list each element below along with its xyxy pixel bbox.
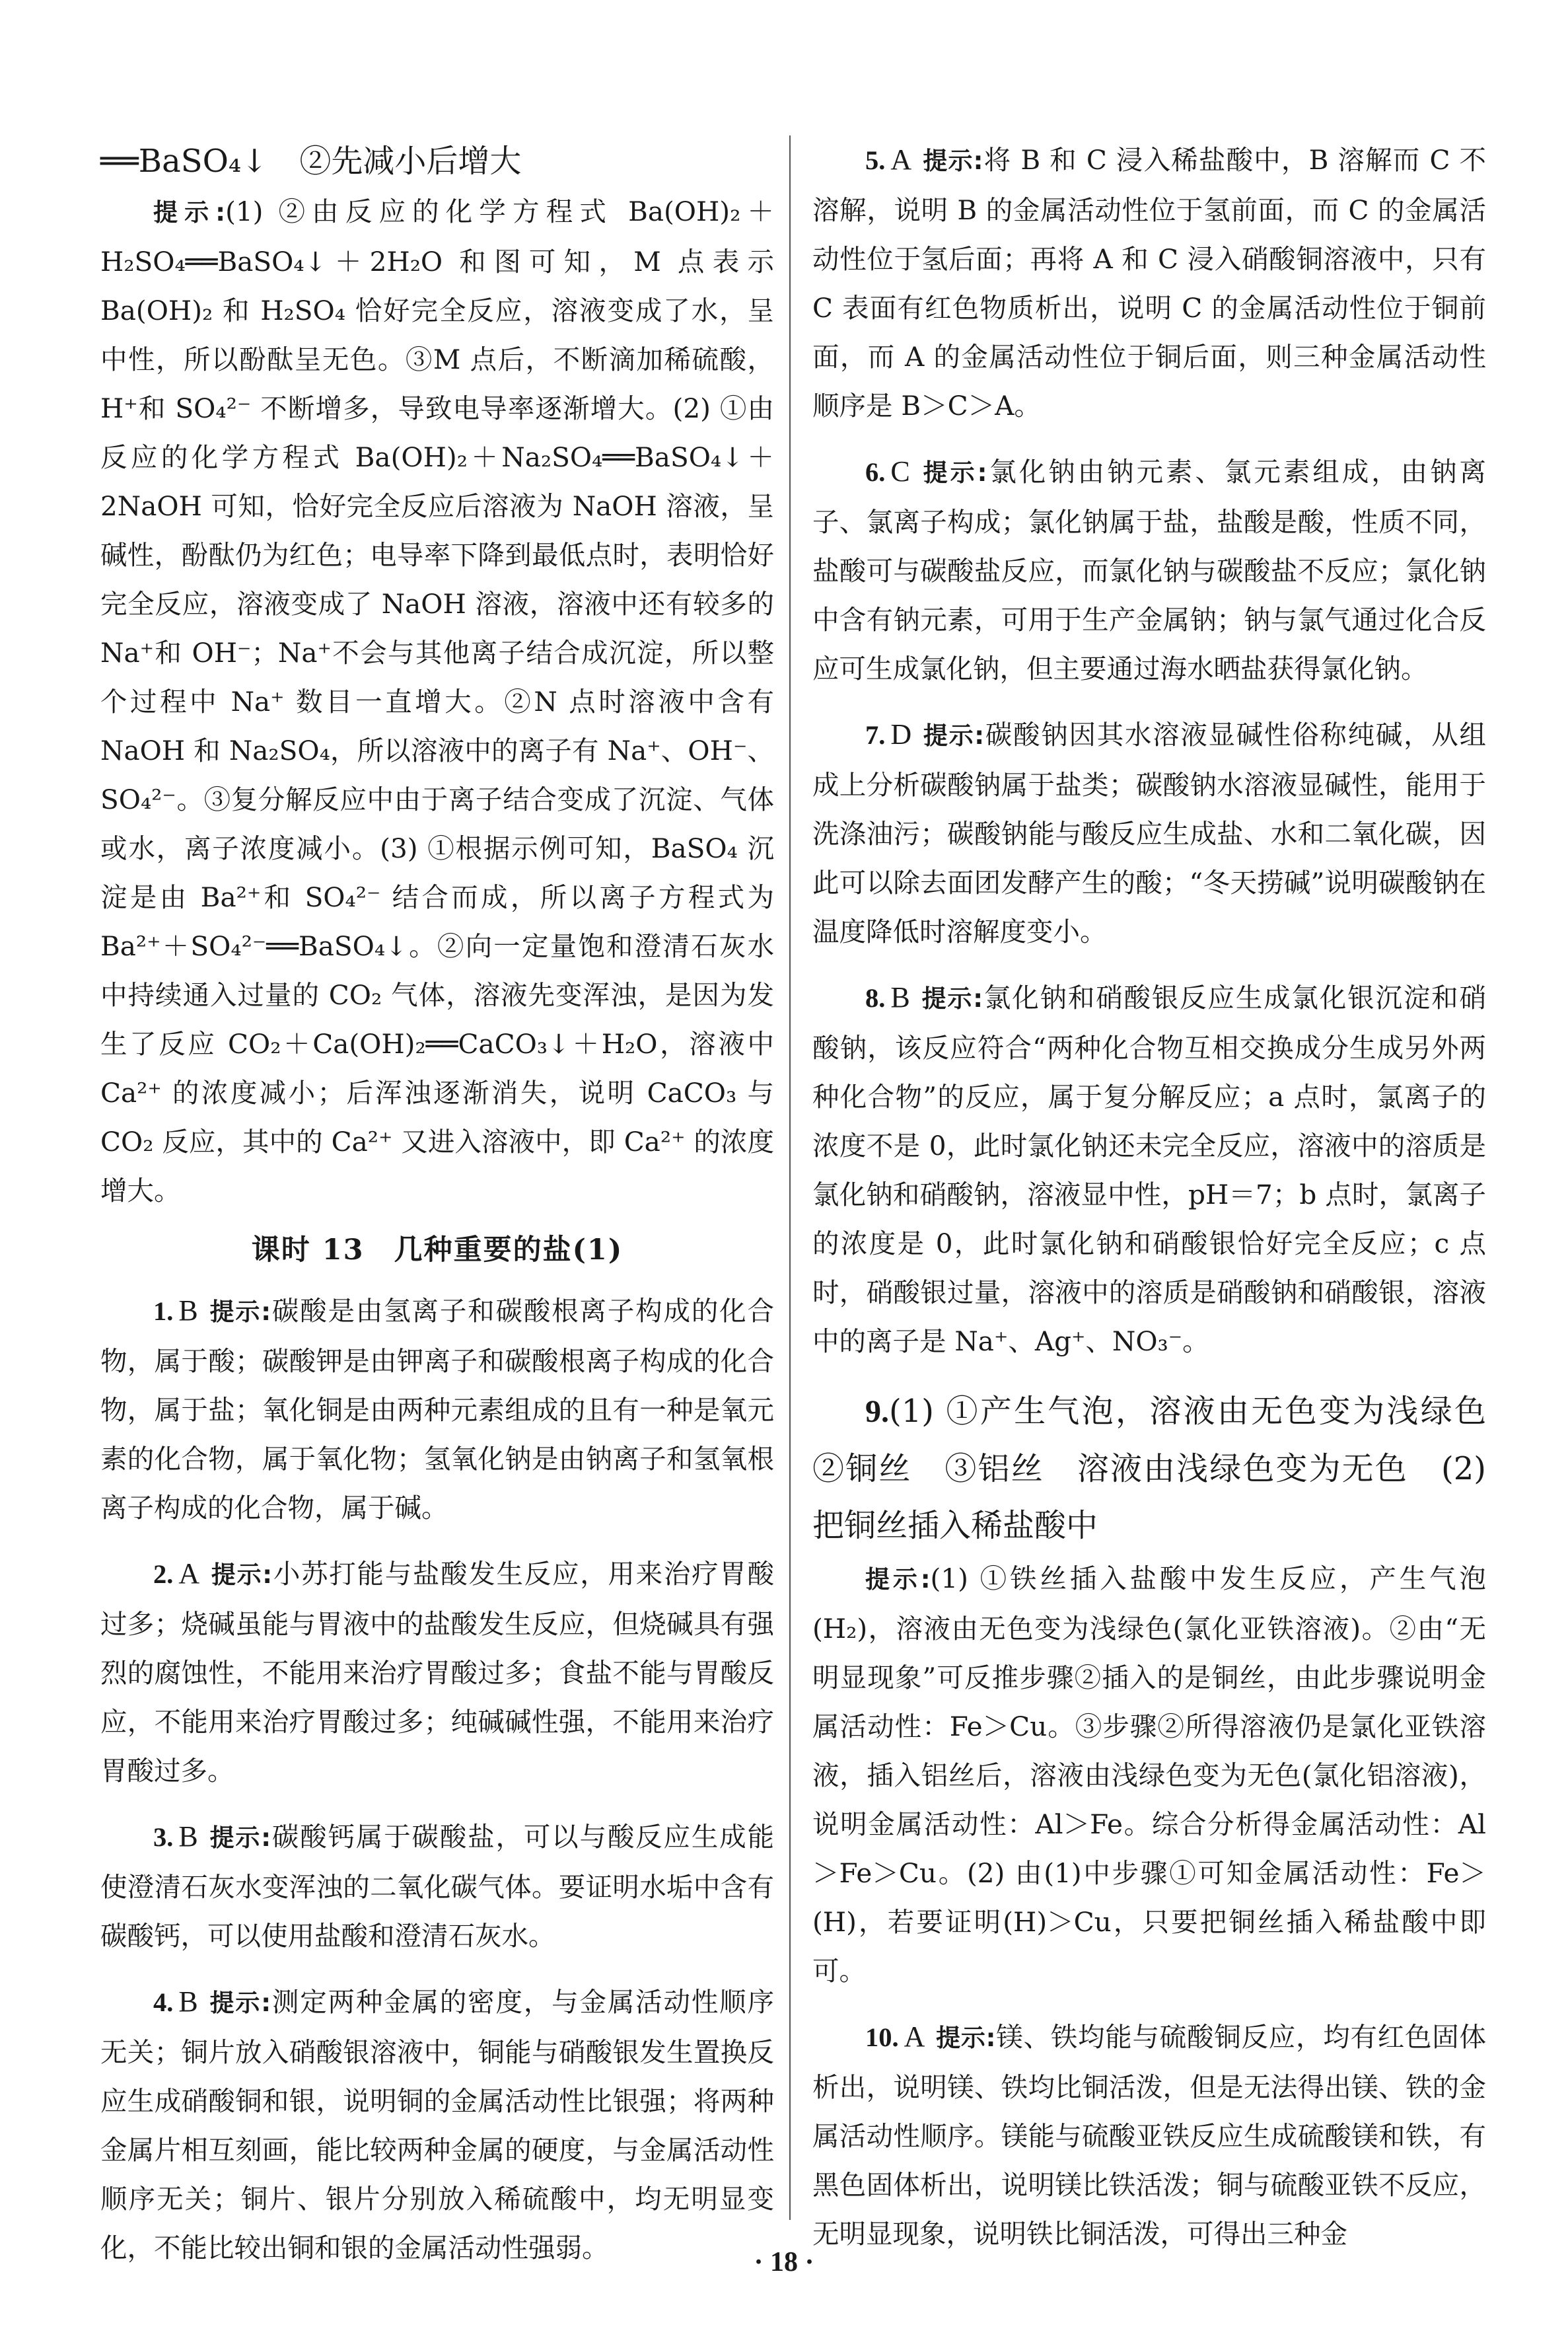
question-3 <box>100 1812 774 1960</box>
answer-letter: A <box>890 143 912 176</box>
hint-label: 提示: <box>920 984 983 1013</box>
question-2 <box>100 1549 774 1795</box>
question-number: 4. <box>153 1987 174 2017</box>
question-number: 9. <box>865 1394 889 1429</box>
question-5 <box>812 135 1486 430</box>
answer-letter: A <box>178 1557 200 1590</box>
hint-label: 提示: <box>153 198 226 227</box>
question-8 <box>812 973 1486 1366</box>
answer-letter: B <box>178 1294 198 1327</box>
hint-label: 提示: <box>208 1824 271 1852</box>
answer-letter: A <box>904 2020 925 2053</box>
question-number: 1. <box>153 1296 174 1326</box>
hint-text: (1) ①铁丝插入盐酸中发生反应，产生气泡(H₂)，溶液由无色变为浅绿色(氯化亚铁溶液)。②由“无明显现象”可反推步骤②插入的是铜丝，由此步骤说明金属活动性：Fe＞Cu。③步骤②所得溶液仍是氯化亚铁溶液，插入铝丝后，溶液由浅绿色变为无色(氯化铝溶液)，说明金属活动性：Al＞Fe。综合分析得金属活动性：Al＞Fe＞Cu。(2) 由(1)中步骤①可知金属活动性：Fe＞(H)，若要证明(H)＞Cu，只要把铜丝插入稀盐酸中即可。 <box>812 1563 1486 1987</box>
question-7 <box>812 710 1486 956</box>
hint-label: 提示: <box>922 147 983 175</box>
hint-text: 镁、铁均能与硫酸铜反应，均有红色固体析出，说明镁、铁均比铜活泼，但是无法得出镁、铁的金属活动性顺序。镁能与硫酸亚铁反应生成硫酸镁和铁，有黑色固体析出，说明镁比铁活泼；铜与硫酸亚铁不反应，无明显现象，说明铁比铜活泼，可得出三种金 <box>812 2021 1487 2250</box>
column-divider <box>789 135 791 2220</box>
hint-text: 氯化钠由钠元素、氯元素组成，由钠离子、氯离子构成；氯化钠属于盐，盐酸是酸，性质不同，盐酸可与碳酸盐反应，而氯化钠与碳酸盐不反应；氯化钠中含有钠元素，可用于生产金属钠；钠与氯气通过化合反应可生成氯化钠，但主要通过海水晒盐获得氯化钠。 <box>812 456 1487 684</box>
answer-text: (1) ①产生气泡，溶液由无色变为浅绿色 ②铜丝 ③铝丝 溶液由浅绿色变为无色 (2) 把铜丝插入稀盐酸中 <box>812 1393 1518 1544</box>
answer-letter: D <box>890 718 912 751</box>
hint-label: 提示: <box>208 1298 271 1326</box>
hint-label: 提示: <box>210 1561 273 1589</box>
question-number: 7. <box>865 720 886 750</box>
hint-text: 将 B 和 C 浸入稀盐酸中，B 溶解而 C 不溶解，说明 B 的金属活动性位于氢前面，而 C 的金属活动性位于氢后面；再将 A 和 C 浸入硝酸铜溶液中，只有 C 表面有红色物质析出，说明 C 的金属活动性位于铜前面，而 A 的金属活动性位于铜后面，则三种金属活动性顺序是 B＞C＞A。 <box>812 144 1486 422</box>
question-number: 3. <box>153 1822 174 1852</box>
question-number: 8. <box>865 983 886 1013</box>
hint-text: (1) ②由反应的化学方程式 Ba(OH)₂＋H₂SO₄══BaSO₄↓＋2H₂O 和图可知，M 点表示 Ba(OH)₂ 和 H₂SO₄ 恰好完全反应，溶液变成了水，呈中性，所以酚酞呈无色。③M 点后，不断滴加稀硫酸，H⁺和 SO₄²⁻ 不断增多，导致电导率逐渐增大。(2) ①由反应的化学方程式 Ba(OH)₂＋Na₂SO₄══BaSO₄↓＋2NaOH 可知，恰好完全反应后溶液为 NaOH 溶液，呈碱性，酚酞仍为红色；电导率下降到最低点时，表明恰好完全反应，溶液变成了 NaOH 溶液，溶液中还有较多的 Na⁺和 OH⁻；Na⁺不会与其他离子结合成沉淀，所以整个过程中 Na⁺ 数目一直增大。②N 点时溶液中含有 NaOH 和 Na₂SO₄，所以溶液中的离子有 Na⁺、OH⁻、SO₄²⁻。③复分解反应中由于离子结合变成了沉淀、气体或水，离子浓度减小。(3) ①根据示例可知，BaSO₄ 沉淀是由 Ba²⁺和 SO₄²⁻ 结合而成，所以离子方程式为 Ba²⁺＋SO₄²⁻══BaSO₄↓。②向一定量饱和澄清石灰水中持续通入过量的 CO₂ 气体，溶液先变浑浊，是因为发生了反应 CO₂＋Ca(OH)₂══CaCO₃↓＋H₂O，溶液中 Ca²⁺ 的浓度减小；后浑浊逐渐消失，说明 CaCO₃ 与 CO₂ 反应，其中的 Ca²⁺ 又进入溶液中，即 Ca²⁺ 的浓度增大。 <box>100 196 774 1206</box>
hint-label: 提示: <box>920 459 987 487</box>
right-column <box>812 135 1518 2258</box>
section-title: 课时 13 几种重要的盐(1) <box>251 1234 624 1267</box>
hint-text: 碳酸是由氢离子和碳酸根离子构成的化合物，属于酸；碳酸钾是由钾离子和碳酸根离子构成的化合物，属于盐；氧化铜是由两种元素组成的且有一种是氧元素的化合物，属于氧化物；氢氧化钠是由钠离子和氢氧根离子构成的化合物，属于碱。 <box>100 1295 775 1524</box>
question-number: 6. <box>865 457 886 487</box>
question-1 <box>100 1286 774 1532</box>
question-number: 5. <box>865 145 886 175</box>
hint-text: 碳酸钙属于碳酸盐，可以与酸反应生成能使澄清石灰水变浑浊的二氧化碳气体。要证明水垢中含有碳酸钙，可以使用盐酸和澄清石灰水。 <box>100 1821 775 1952</box>
answer-letter: C <box>890 455 910 488</box>
hint-label: 提示: <box>935 2024 996 2052</box>
answer-letter: B <box>178 1820 198 1853</box>
answer-letter: B <box>890 981 910 1014</box>
hint-label: 提示: <box>922 721 985 750</box>
question-number: 2. <box>153 1559 174 1589</box>
continued-hint <box>100 187 774 1215</box>
question-9-answer <box>812 1383 1518 1554</box>
hint-text: 小苏打能与盐酸发生反应，用来治疗胃酸过多；烧碱虽能与胃液中的盐酸发生反应，但烧碱具有强烈的腐蚀性，不能用来治疗胃酸过多；食盐不能与胃酸反应，不能用来治疗胃酸过多；纯碱碱性强，不能用来治疗胃酸过多。 <box>100 1558 775 1787</box>
hint-text: 测定两种金属的密度，与金属活动性顺序无关；铜片放入硝酸银溶液中，铜能与硝酸银发生置换反应生成硝酸铜和银，说明铜的金属活动性比银强；将两种金属片相互刻画，能比较两种金属的硬度，与金属活动性顺序无关；铜片、银片分别放入稀硫酸中，均无明显变化，不能比较出铜和银的金属活动性强弱。 <box>100 1986 775 2264</box>
question-9-hint <box>812 1554 1486 1995</box>
left-column <box>100 135 774 2272</box>
answer-letter: B <box>178 1985 198 2018</box>
hint-text: 碳酸钠因其水溶液显碱性俗称纯碱，从组成上分析碳酸钠属于盐类；碳酸钠水溶液显碱性，能用于洗涤油污；碳酸钠能与酸反应生成盐、水和二氧化碳，因此可以除去面团发酵产生的酸；“冬天捞碱”说明碳酸钠在温度降低时溶解度变小。 <box>812 719 1487 947</box>
question-4 <box>100 1977 774 2272</box>
question-10 <box>812 2012 1486 2258</box>
question-number: 10. <box>865 2022 899 2052</box>
continued-answer-line: ══BaSO₄↓ ②先减小后增大 <box>100 143 522 180</box>
hint-label: 提示: <box>865 1565 931 1594</box>
hint-label: 提示: <box>208 1989 271 2017</box>
page-number: · 18 · <box>754 2247 814 2277</box>
question-6 <box>812 447 1486 693</box>
hint-text: 氯化钠和硝酸银反应生成氯化银沉淀和硝酸钠，该反应符合“两种化合物互相交换成分生成另外两种化合物”的反应，属于复分解反应；a 点时，氯离子的浓度不是 0，此时氯化钠还未完全反应，溶液中的溶质是氯化钠和硝酸钠，溶液显中性，pH＝7；b 点时，氯离子的浓度是 0，此时氯化钠和硝酸银恰好完全反应；c 点时，硝酸银过量，溶液中的溶质是硝酸钠和硝酸银，溶液中的离子是 Na⁺、Ag⁺、NO₃⁻。 <box>812 982 1487 1357</box>
